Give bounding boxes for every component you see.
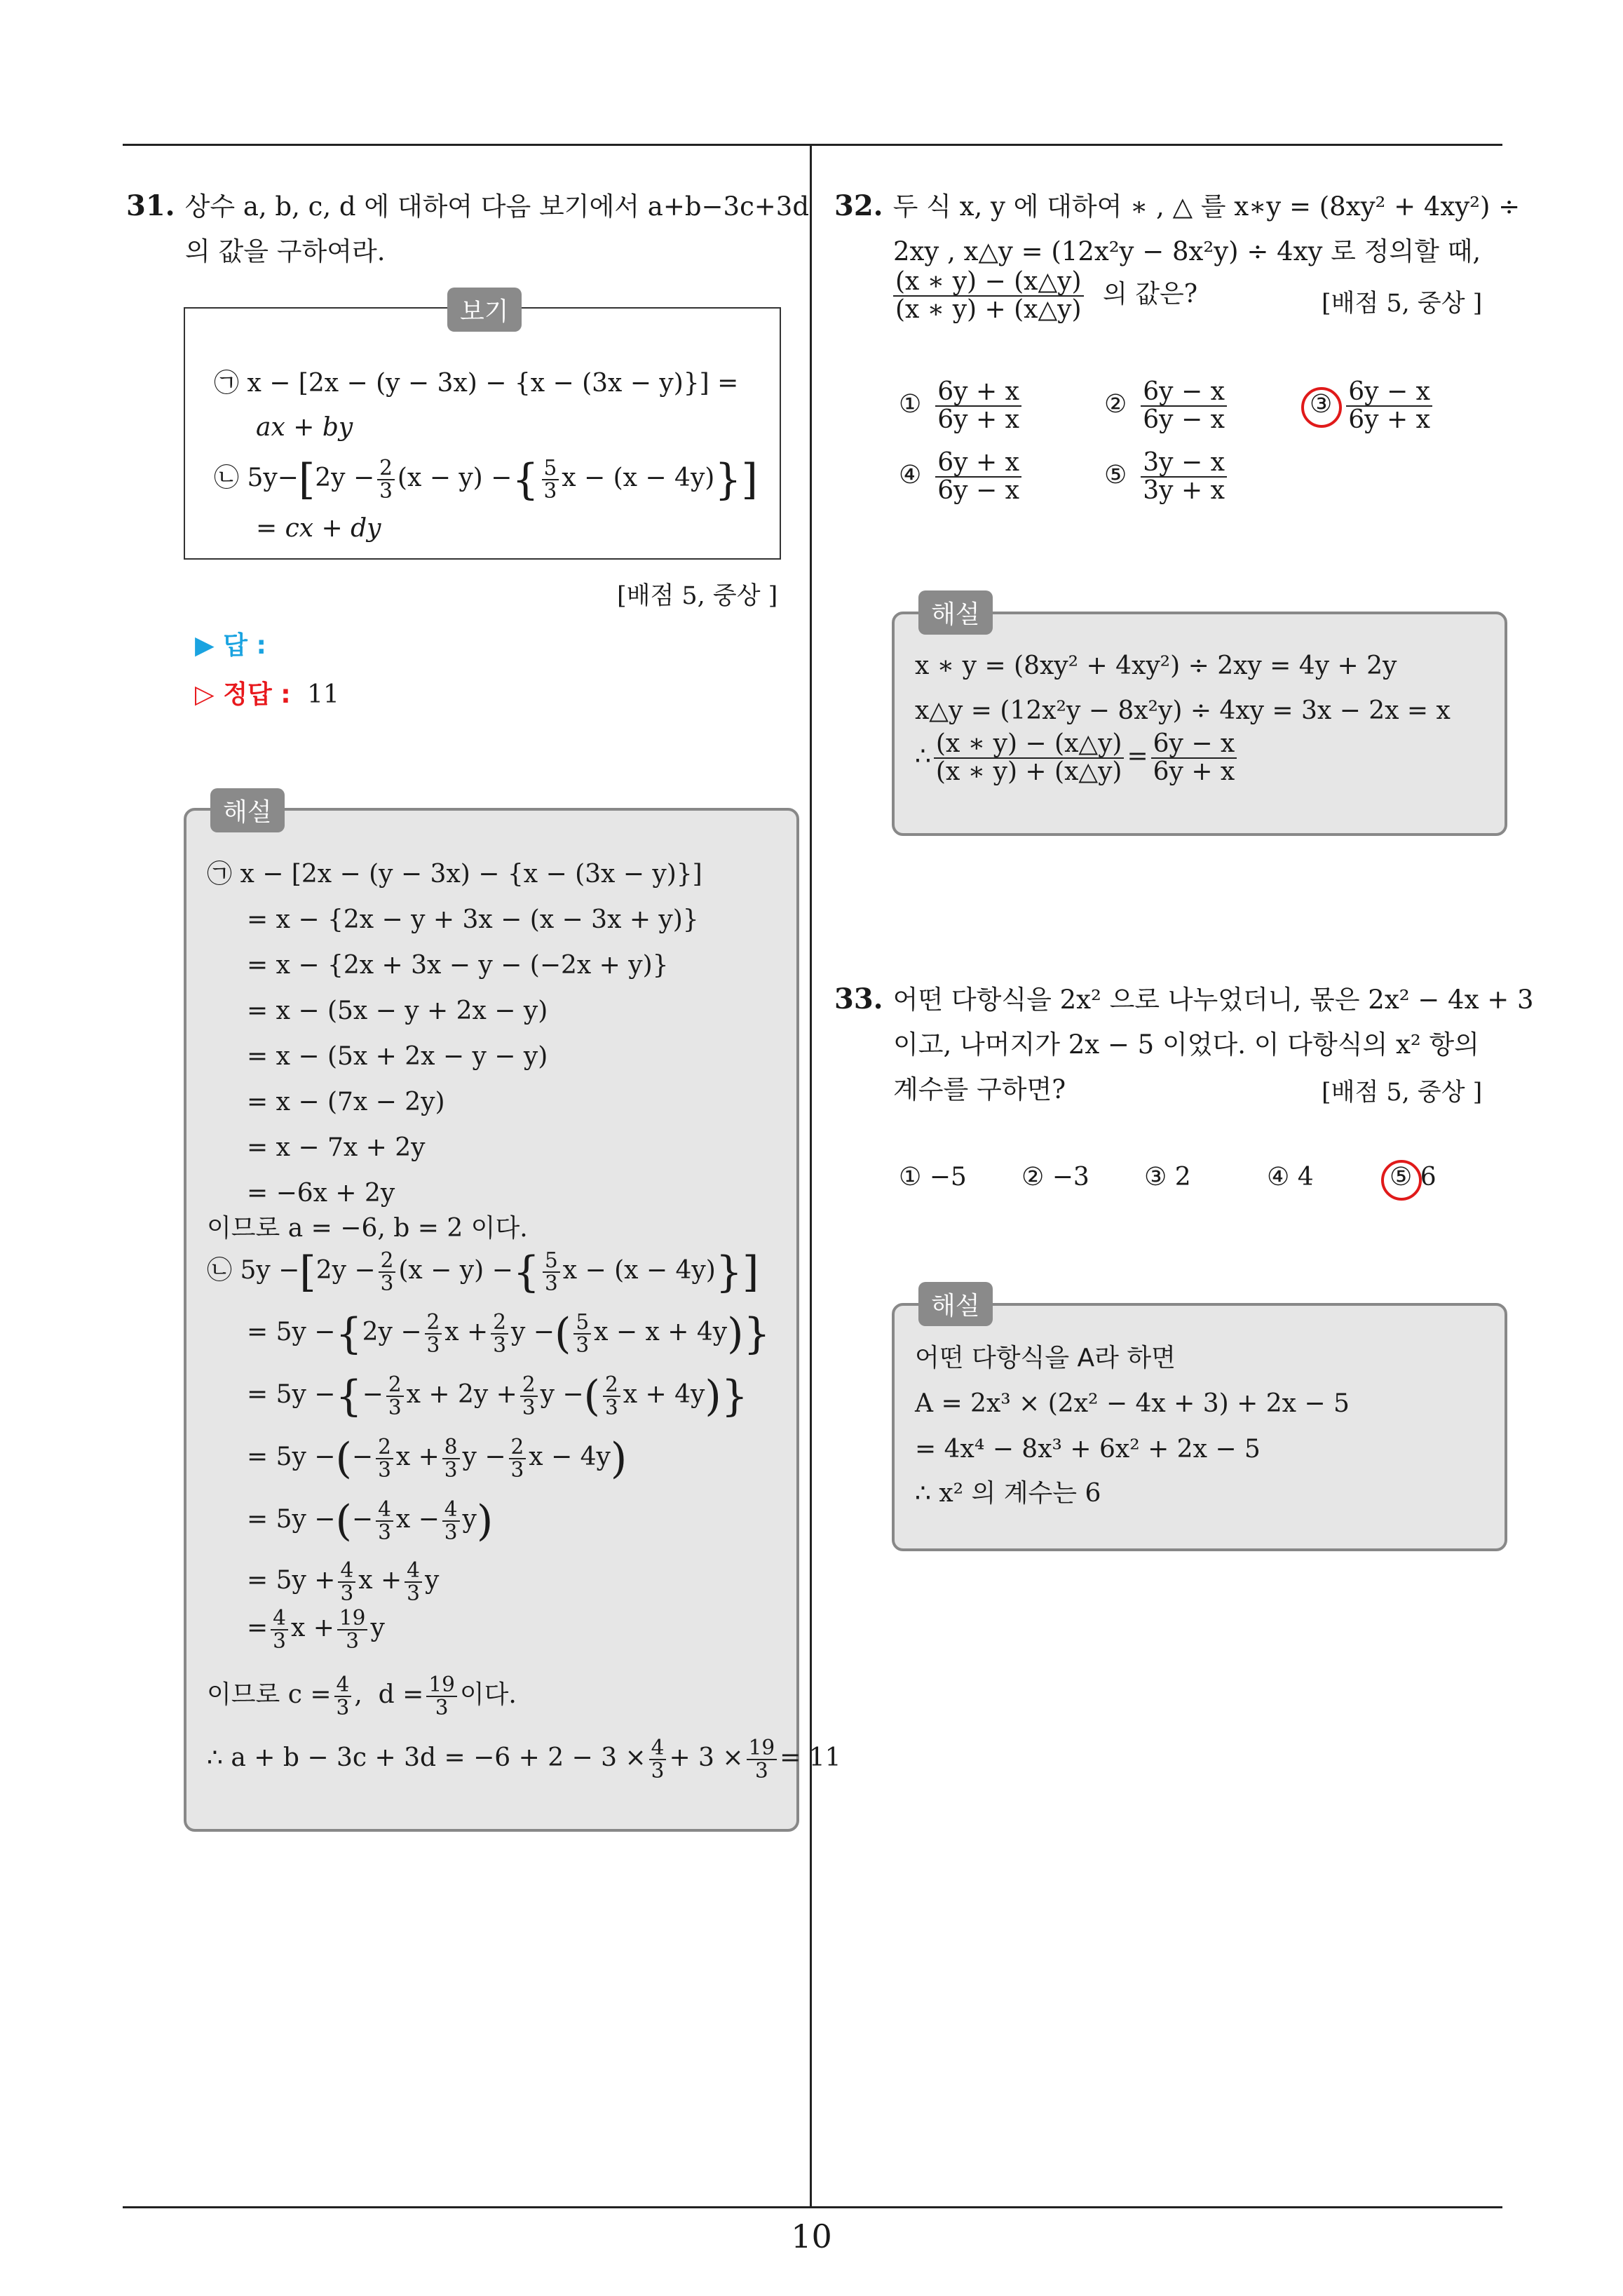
sol31-final: ∴ a + b − 3c + 3d = −6 + 2 − 3 × $\frac{4}{3}$ + 3 × $\frac{19}{3}$ = 11 [207, 1736, 841, 1783]
choice-2[interactable]: ② −3 [1021, 1163, 1089, 1191]
question-text-line2: 의 값을 구하여라. [185, 236, 386, 266]
bogi-item-2-mid2: (x − y) − [397, 464, 512, 492]
correct-label: ▷ 정답 : [195, 680, 291, 709]
sol31-line-7: = −6x + 2y [247, 1179, 395, 1208]
sol33-line-2: = 4x⁴ − 8x³ + 6x² + 2x − 5 [915, 1435, 1261, 1464]
bogi-item-2-tail: x − (x − 4y) [562, 464, 715, 492]
sol31-line-8: 이므로 a = −6, b = 2 이다. [207, 1214, 528, 1243]
choice-4[interactable]: ④ 4 [1267, 1163, 1314, 1191]
bogi-item-1a: ㉠ x − [2x − (y − 3x) − {x − (3x − y)}] = [214, 369, 739, 398]
question-text-line2: 2xy , x△y = (12x²y − 8x²y) ÷ 4xy 로 정의할 때, [893, 236, 1481, 266]
score-32: [배점 5, 중상 ] [1322, 290, 1483, 318]
choice-1[interactable]: ① $\frac{6y + x}{6y + x}$ [899, 379, 1024, 433]
sol31-line-1: = x − {2x − y + 3x − (x − 3x + y)} [247, 905, 699, 934]
selected-answer-mark [1301, 387, 1342, 428]
page-number: 10 [791, 2217, 832, 2255]
question-32-fraction: $\frac{(x ∗ y) - (x\triangle y)}{(x ∗ y) + (x\triangle y)}$ 의 값은? [890, 269, 1197, 323]
sol31-part2-l3: = 5y −(− $\frac{2}{3}$ x + $\frac{8}{3}$ y − $\frac{2}{3}$ x − 4y) [247, 1434, 627, 1483]
sol31-line-4: = x − (5x + 2x − y − y) [247, 1042, 548, 1071]
question-text-line1: 두 식 x, y 에 대하여 ∗ , △ 를 x∗y = (8xy² + 4xy²) ÷ [892, 191, 1521, 222]
score-33: [배점 5, 중상 ] [1322, 1079, 1483, 1107]
choice-3[interactable]: ③ $\frac{6y - x}{6y + x}$ [1310, 379, 1435, 433]
sol31-part2-l1: = 5y −{2y − $\frac{2}{3}$ x + $\frac{2}{3}$ y −( $\frac{5}{3}$ x − x + 4y)} [247, 1309, 770, 1358]
sol33-line-0: 어떤 다항식을 A라 하면 [915, 1344, 1176, 1372]
sol31-line-3: = x − (5x − y + 2x − y) [247, 997, 548, 1025]
choice-4[interactable]: ④ $\frac{6y + x}{6y - x}$ [899, 450, 1024, 504]
choice-2[interactable]: ② $\frac{6y - x}{6y - x}$ [1104, 379, 1230, 433]
sol32-line-3: ∴ $\frac{(x ∗ y) - (x\triangle y)}{(x ∗ y) + (x\triangle y)}$ = $\frac{6y - x}{6y + x}$ [915, 731, 1240, 785]
sol32-line-1: x ∗ y = (8xy² + 4xy²) ÷ 2xy = 4y + 2y [915, 651, 1397, 680]
choice-1[interactable]: ① −5 [899, 1163, 967, 1191]
bogi-item-2-mid: 2y − [315, 464, 375, 492]
question-text-line3: 계수를 구하면? [893, 1074, 1066, 1105]
top-rule [123, 144, 1502, 146]
correct-value: 11 [307, 680, 339, 709]
question-32 [834, 184, 1521, 274]
correct-answer [195, 675, 339, 710]
choice-5[interactable]: ⑤ 6 [1390, 1163, 1437, 1191]
sol31-line-5: = x − (7x − 2y) [247, 1088, 445, 1116]
solution-label-32: 해설 [918, 590, 993, 635]
sol31-line-6: = x − 7x + 2y [247, 1133, 426, 1162]
question-text-line1: 어떤 다항식을 2x² 으로 나누었더니, 몫은 2x² − 4x + 3 [892, 985, 1534, 1015]
question-number: 31. [126, 189, 175, 222]
bogi-item-2-prefix: ㉡ 5y− [214, 464, 299, 492]
sol31-part2-l5: = 5y + $\frac{4}{3}$ x + $\frac{4}{3}$ y [247, 1558, 440, 1605]
choice-3[interactable]: ③ 2 [1144, 1163, 1191, 1191]
bottom-rule [123, 2206, 1502, 2208]
sol31-part2-concl: 이므로 c = $\frac{4}{3}$ , d = $\frac{19}{3}$ 이다. [207, 1673, 517, 1720]
sol31-line-2: = x − {2x + 3x − y − (−2x + y)} [247, 951, 669, 980]
question-text-line2: 이고, 나머지가 2x − 5 이었다. 이 다항식의 x² 항의 [893, 1029, 1479, 1060]
selected-answer-mark [1381, 1160, 1422, 1201]
answer-label: ▶ 답 : [195, 631, 266, 660]
column-divider [810, 144, 812, 2206]
fraction-2-3: $\frac{2}{3}$ [377, 457, 395, 502]
bogi-item-2-result: = cx + dy [256, 514, 381, 543]
choice-5[interactable]: ⑤ $\frac{3y - x}{3y + x}$ [1104, 450, 1230, 504]
sol31-part2-l6: = $\frac{4}{3}$ x + $\frac{19}{3}$ y [247, 1606, 385, 1653]
question-text-line1: 상수 a, b, c, d 에 대하여 다음 보기에서 a+b−3c+3d [184, 191, 810, 222]
sol31-line-0: ㉠ x − [2x − (y − 3x) − {x − (3x − y)}] [207, 860, 702, 889]
question-31 [126, 184, 810, 274]
fraction-5-3: $\frac{5}{3}$ [542, 457, 559, 502]
sol33-line-3: ∴ x² 의 계수는 6 [915, 1479, 1101, 1508]
solution-label-31: 해설 [210, 788, 285, 832]
sol31-part2-head: ㉡ 5y −[2y − $\frac{2}{3}$ (x − y) −{ $\frac{5}{3}$ x − (x − 4y)}] [207, 1248, 759, 1297]
sol31-part2-l2: = 5y −{− $\frac{2}{3}$ x + 2y + $\frac{2}{3}$ y −( $\frac{2}{3}$ x + 4y)} [247, 1372, 748, 1421]
question-number: 33. [834, 982, 883, 1015]
sol33-line-1: A = 2x³ × (2x² − 4x + 3) + 2x − 5 [915, 1389, 1350, 1418]
question-number: 32. [834, 189, 883, 222]
bogi-item-1b: ax + by [256, 413, 353, 442]
bogi-label: 보기 [447, 288, 522, 332]
sol31-part2-l4: = 5y −(− $\frac{4}{3}$ x − $\frac{4}{3}$ y) [247, 1497, 494, 1546]
bogi-item-2: ㉡ 5y−[2y − $\frac{2}{3}$ (x − y) −{ $\frac{5}{3}$ x − (x − 4y)}] [214, 455, 758, 504]
solution-label-33: 해설 [918, 1282, 993, 1326]
score-31: [배점 5, 중상 ] [617, 582, 778, 610]
sol32-line-2: x△y = (12x²y − 8x²y) ÷ 4xy = 3x − 2x = x [915, 696, 1451, 725]
